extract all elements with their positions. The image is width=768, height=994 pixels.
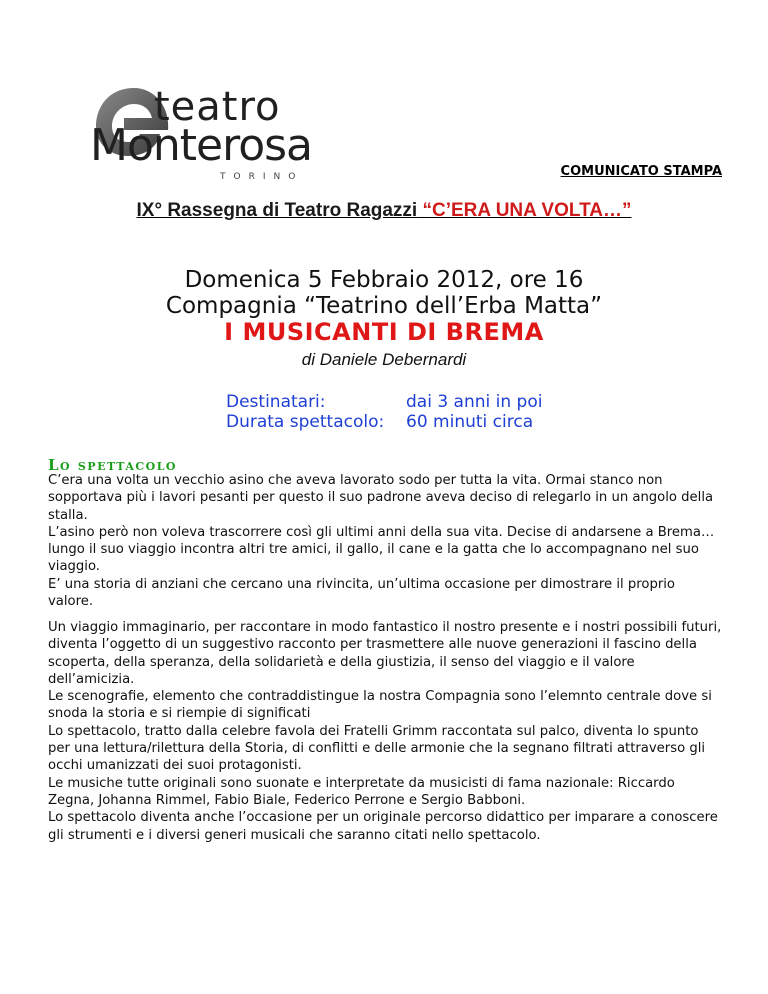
press-release-label: COMUNICATO STAMPA	[560, 164, 722, 179]
story-line-2: L’asino però non voleva trascorrere così gli ultimi anni della sua vita. Decise di andarsene a Brema…lungo il suo viaggio incontra altri tre amici, il gallo, il cane e la gatta che lo accompagnano nel suo viaggio.	[48, 524, 715, 575]
duration-value: 60 minuti circa	[406, 412, 534, 432]
section-title: Lo spettacolo	[48, 456, 178, 474]
festival-name: IX° Rassegna di Teatro Ragazzi	[136, 200, 418, 221]
audience-value: dai 3 anni in poi	[406, 392, 543, 412]
logo-city: TORINO	[220, 172, 304, 182]
audience-label: Destinatari:	[226, 392, 326, 412]
duration-row	[226, 412, 533, 432]
event-date: Domenica 5 Febbraio 2012, ore 16	[184, 267, 584, 293]
story-line-1: C’era una volta un vecchio asino che aveva lavorato sodo per tutta la vita. Ormai stanco non sopportava più i lavori pesanti per questo il suo padrone aveva deciso di relegarlo in un angolo della stalla.	[48, 473, 714, 523]
event-company: Compagnia “Teatrino dell’Erba Matta”	[165, 293, 603, 319]
theatre-logo	[84, 76, 313, 186]
paragraph-story	[48, 472, 724, 610]
logo-word-monterosa: Monterosa	[90, 120, 313, 171]
festival-quote: “C’ERA UNA VOLTA…”	[422, 200, 632, 221]
show-author: di Daniele Debernardi	[301, 350, 467, 369]
paragraph-description	[48, 619, 724, 844]
description-line-5: Lo spettacolo diventa anche l’occasione per un originale percorso didattico per imparare a conoscere gli strumenti e i diversi generi musicali che saranno citati nello spettacolo.	[48, 810, 718, 843]
festival-heading	[0, 200, 768, 222]
show-title: I MUSICANTI DI BREMA	[224, 318, 544, 346]
audience-row	[226, 392, 542, 412]
logo-word-teatro: teatro	[154, 84, 281, 130]
story-line-3: E’ una storia di anziani che cercano una rivincita, un’ultima occasione per dimostrare il proprio valore.	[48, 576, 675, 610]
description-line-4: Le musiche tutte originali sono suonate e interpretate da musicisti di fama nazionale: Riccardo Zegna, Johanna Rimmel, Fabio Biale, Federico Perrone e Sergio Babboni.	[48, 775, 675, 808]
duration-label: Durata spettacolo:	[226, 412, 385, 432]
description-line-3: Lo spettacolo, tratto dalla celebre favola dei Fratelli Grimm raccontata sul palco, diventa lo spunto per una lettura/rilettura della Storia, di conflitti e delle armonie che la segnano filtrati attraverso gli occhi umanizzati dei suoi protagonisti.	[48, 723, 706, 774]
description-line-1: Un viaggio immaginario, per raccontare in modo fantastico il nostro presente e i nostri possibili futuri, diventa l’oggetto di un suggestivo racconto per trasmettere alle nuove generazioni il fascino della scoperta, della speranza, della solidarietà e della giustizia, il senso del viaggio e il valore dell’amicizia.	[48, 620, 722, 687]
description-line-2: Le scenografie, elemento che contraddistingue la nostra Compagnia sono l’elemnto centrale dove si snoda la storia e si riempie di significati	[48, 689, 712, 722]
